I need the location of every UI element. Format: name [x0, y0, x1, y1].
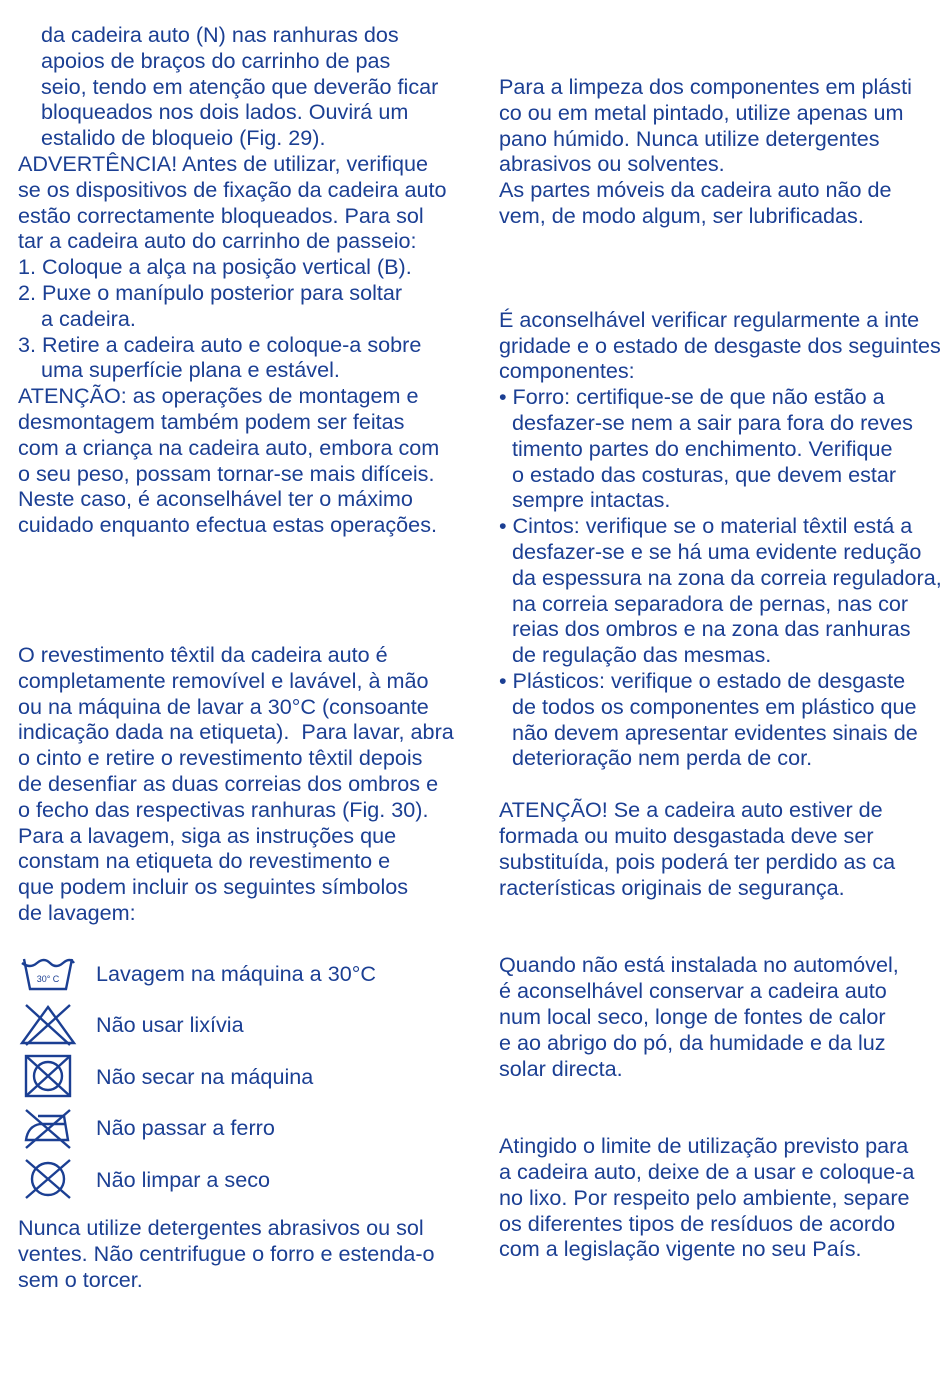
- text-line: co ou em metal pintado, utilize apenas um: [499, 99, 904, 125]
- step-line: 3. Retire a cadeira auto e coloque-a sobre: [18, 331, 422, 357]
- bullet-line: o estado das costuras, que devem estar: [512, 461, 897, 487]
- bullet-item: [499, 513, 942, 668]
- text-line: no lixo. Por respeito pelo ambiente, separe: [499, 1184, 910, 1210]
- right-column: [499, 74, 942, 1262]
- care-symbol-label: Não passar a ferro: [96, 1115, 275, 1141]
- text-line: de desenfiar as duas correias dos ombros e: [18, 770, 439, 796]
- step-line: uma superfície plana e estável.: [41, 357, 340, 383]
- text-line: indicação dada na etiqueta). Para lavar, abra: [18, 719, 454, 745]
- no-tumble-dry-icon: [18, 1052, 80, 1100]
- bullet-line: não devem apresentar evidentes sinais de: [512, 719, 918, 745]
- warning-paragraph: [18, 151, 452, 254]
- step-line: a cadeira.: [41, 305, 136, 331]
- care-symbol-label: Não secar na máquina: [96, 1063, 314, 1089]
- text-line: de lavagem:: [18, 899, 136, 925]
- text-line: gridade e o estado de desgaste dos seguintes: [499, 332, 941, 358]
- steps-list: [18, 254, 452, 383]
- storage-paragraph: [499, 952, 933, 1081]
- left-column: [18, 22, 452, 1293]
- text-line: vem, de modo algum, ser lubrificadas.: [499, 202, 864, 228]
- text-line: da cadeira auto (N) nas ranhuras dos: [41, 22, 399, 47]
- text-line: apoios de braços do carrinho de pas: [41, 47, 391, 73]
- text-line: componentes:: [499, 358, 635, 384]
- bullet-line: da espessura na zona da correia reguladora,: [512, 564, 942, 590]
- text-line: completamente removível e lavável, à mão: [18, 667, 429, 693]
- text-line: ADVERTÊNCIA! Antes de utilizar, verifique: [18, 150, 429, 176]
- text-line: abrasivos ou solventes.: [499, 151, 725, 177]
- text-line: e ao abrigo do pó, da humidade e da luz: [499, 1029, 886, 1055]
- text-line: estalido de bloqueio (Fig. 29).: [41, 125, 326, 151]
- bullet-line: sempre intactas.: [512, 487, 671, 513]
- text-line: Quando não está instalada no automóvel,: [499, 952, 899, 978]
- text-line: se os dispositivos de fixação da cadeira auto: [18, 176, 447, 202]
- section-spacer: [18, 538, 452, 642]
- washing-paragraph: [18, 642, 452, 926]
- text-line: com a criança na cadeira auto, embora com: [18, 434, 440, 460]
- text-line: cuidado enquanto efectua estas operações.: [18, 512, 437, 538]
- bullet-line: na correia separadora de pernas, nas cor: [512, 590, 909, 616]
- text-line: As partes móveis da cadeira auto não de: [499, 177, 892, 203]
- svg-text:30° C: 30° C: [36, 974, 60, 985]
- text-line: é aconselhável conservar a cadeira auto: [499, 978, 887, 1004]
- text-line: constam na etiqueta do revestimento e: [18, 848, 391, 874]
- text-line: ATENÇÃO: as operações de montagem e: [18, 383, 419, 409]
- text-line: Neste caso, é aconselhável ter o máximo: [18, 486, 413, 512]
- bullet-line: • Forro: certifique-se de que não estão a: [499, 384, 885, 410]
- text-line: ou na máquina de lavar a 30°C (consoante: [18, 693, 429, 719]
- text-line: racterísticas originais de segurança.: [499, 874, 845, 900]
- step-line: 1. Coloque a alça na posição vertical (B).: [18, 254, 412, 280]
- text-line: O revestimento têxtil da cadeira auto é: [18, 641, 388, 667]
- text-line: bloqueados nos dois lados. Ouvirá um: [41, 99, 409, 125]
- text-line: seio, tendo em atenção que deverão ficar: [41, 73, 439, 99]
- disposal-paragraph: [499, 1133, 933, 1262]
- step-line: 2. Puxe o manípulo posterior para soltar: [18, 279, 403, 305]
- bullet-line: deterioração nem perda de cor.: [512, 745, 813, 771]
- text-line: os diferentes tipos de resíduos de acordo: [499, 1210, 896, 1236]
- care-symbol-label: Lavagem na máquina a 30°C: [96, 960, 376, 986]
- bullet-line: reias dos ombros e na zona das ranhuras: [512, 616, 911, 642]
- intro-paragraph: [18, 22, 452, 151]
- care-symbol-label: Não usar lixívia: [96, 1012, 244, 1038]
- text-line: com a legislação vigente no seu País.: [499, 1236, 862, 1262]
- no-dry-clean-icon: [18, 1155, 80, 1203]
- care-symbol-row: [18, 1051, 452, 1103]
- text-line: num local seco, longe de fontes de calor: [499, 1003, 886, 1029]
- text-line: ventes. Não centrifugue o forro e estenda-o: [18, 1241, 435, 1266]
- care-symbol-row: [18, 1102, 452, 1154]
- replacement-warning-paragraph: [499, 797, 933, 900]
- text-line: Para a lavagem, siga as instruções que: [18, 822, 397, 848]
- care-symbol-label: Não limpar a seco: [96, 1166, 271, 1192]
- text-line: tar a cadeira auto do carrinho de passeio:: [18, 228, 417, 254]
- text-line: Atingido o limite de utilização previsto para: [499, 1133, 909, 1159]
- bullet-line: desfazer-se e se há uma evidente redução: [512, 538, 922, 564]
- no-bleach-icon: [18, 1001, 80, 1049]
- inspection-paragraph: [499, 306, 941, 384]
- no-iron-icon: [18, 1104, 80, 1152]
- care-symbol-row: [18, 948, 452, 1000]
- text-line: o seu peso, possam tornar-se mais difíceis.: [18, 460, 435, 486]
- text-line: sem o torcer.: [18, 1266, 143, 1292]
- inspection-bullet-list: [499, 384, 942, 771]
- bullet-line: de todos os componentes em plástico que: [512, 693, 917, 719]
- step-item: [18, 332, 452, 384]
- text-line: ATENÇÃO! Se a cadeira auto estiver de: [499, 797, 883, 823]
- bullet-item: [499, 384, 933, 513]
- closing-paragraph: [18, 1215, 452, 1292]
- text-line: o fecho das respectivas ranhuras (Fig. 30).: [18, 796, 429, 822]
- bullet-line: de regulação das mesmas.: [512, 642, 772, 668]
- text-line: estão correctamente bloqueados. Para sol: [18, 202, 424, 228]
- text-line: substituída, pois poderá ter perdido as ca: [499, 848, 896, 874]
- care-symbol-row: [18, 999, 452, 1051]
- wash-30-icon: [18, 949, 80, 997]
- bullet-line: • Plásticos: verifique o estado de desgaste: [499, 667, 906, 693]
- step-item: [18, 254, 452, 280]
- bullet-line: desfazer-se nem a sair para fora do reves: [512, 409, 913, 435]
- text-line: desmontagem também podem ser feitas: [18, 408, 405, 434]
- text-line: Para a limpeza dos componentes em plásti: [499, 74, 912, 99]
- text-line: formada ou muito desgastada deve ser: [499, 822, 874, 848]
- care-symbols-list: [18, 948, 452, 1206]
- text-line: que podem incluir os seguintes símbolos: [18, 874, 409, 900]
- attention-paragraph: [18, 383, 452, 538]
- text-line: É aconselhável verificar regularmente a inte: [499, 306, 920, 332]
- bullet-line: timento partes do enchimento. Verifique: [512, 435, 893, 461]
- text-line: solar directa.: [499, 1055, 623, 1081]
- cleaning-paragraph: [499, 74, 933, 229]
- step-item: [18, 280, 452, 332]
- text-line: o cinto e retire o revestimento têxtil depois: [18, 745, 423, 771]
- care-symbol-row: [18, 1154, 452, 1206]
- text-line: pano húmido. Nunca utilize detergentes: [499, 125, 880, 151]
- bullet-item: [499, 668, 933, 771]
- text-line: Nunca utilize detergentes abrasivos ou sol: [18, 1215, 424, 1241]
- bullet-line: • Cintos: verifique se o material têxtil está a: [499, 513, 913, 539]
- text-line: a cadeira auto, deixe de a usar e coloque-a: [499, 1159, 915, 1185]
